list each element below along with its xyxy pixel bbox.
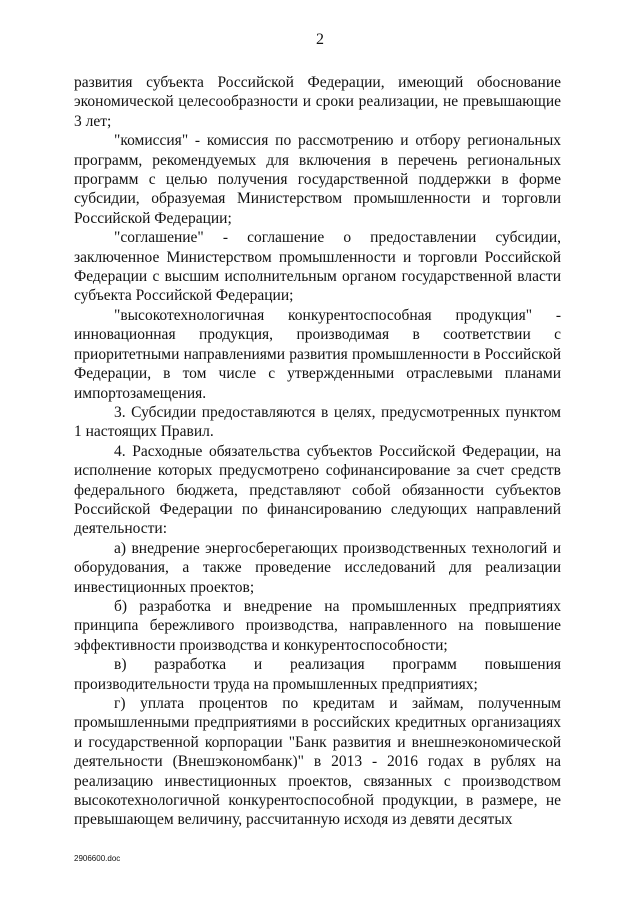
paragraph-subitem-b: б) разработка и внедрение на промышленных предприятиях принципа бережливого производства, направленного на повышение эффективности производства и конкурентоспособности;	[74, 597, 561, 654]
paragraph-subitem-v: в) разработка и реализация программ повышения производительности труда на промышленных предприятиях;	[74, 656, 561, 693]
paragraph-definition-hightech-product: "высокотехнологичная конкурентоспособная продукция" - инновационная продукция, производимая в соответствии с приоритетными направлениями развития промышленности в Российской Федерации, в том числе с утвержденными отраслевыми планами импортозамещения.	[74, 306, 561, 402]
paragraph-item-4: 4. Расходные обязательства субъектов Российской Федерации, на исполнение которых предусмотрено софинансирование за счет средств федерального бюджета, представляют собой обязанности субъектов Российской Федерации по финансированию следующих направлений деятельности:	[74, 442, 561, 538]
document-body	[74, 73, 561, 830]
paragraph-continuation: развития субъекта Российской Федерации, имеющий обоснование экономической целесообразности и сроки реализации, не превышающие 3 лет;	[74, 74, 561, 130]
paragraph-subitem-g: г) уплата процентов по кредитам и займам, полученным промышленными предприятиями в российских кредитных организациях и государственной корпорации "Банк развития и внешнеэкономической деятельности (Внешэкономбанк)" в 2013 - 2016 годах в рублях на реализацию инвестиционных проектов, связанных с производством высокотехнологичной конкурентоспособной продукции, в размере, не превышающем величину, рассчитанную исходя из девяти десятых	[74, 695, 561, 829]
page-number: 2	[316, 31, 324, 48]
paragraph-subitem-a: а) внедрение энергосберегающих производственных технологий и оборудования, а также проведение исследований для реализации инвестиционных проектов;	[74, 539, 561, 596]
paragraph-item-3: 3. Субсидии предоставляются в целях, предусмотренных пунктом 1 настоящих Правил.	[74, 403, 561, 441]
paragraph-definition-agreement: "соглашение" - соглашение о предоставлении субсидии, заключенное Министерством промышленности и торговли Российской Федерации с высшим исполнительным органом государственной власти субъекта Российской Федерации;	[74, 229, 561, 305]
paragraph-definition-commission: "комиссия" - комиссия по рассмотрению и отбору региональных программ, рекомендуемых для включения в перечень региональных программ с целью получения государственной поддержки в форме субсидии, образуемая Министерством промышленности и торговли Российской Федерации;	[74, 132, 561, 227]
footer-filename: 2906600.doc	[74, 854, 121, 863]
